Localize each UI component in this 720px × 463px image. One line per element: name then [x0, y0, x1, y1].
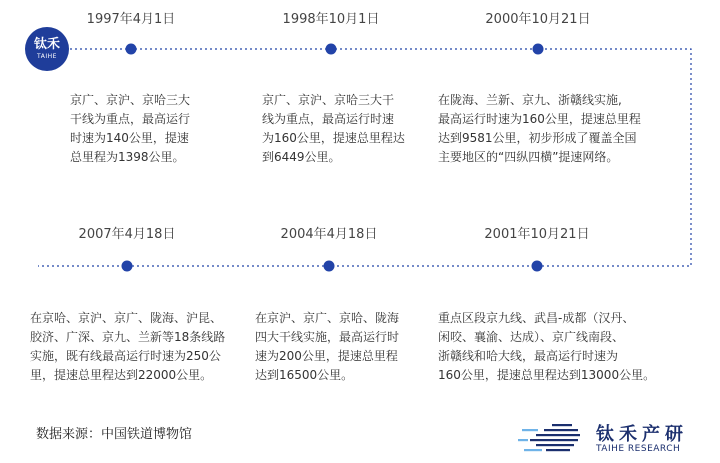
- brand-name-en: TAIHE RESEARCH: [596, 444, 681, 454]
- brand-mark-icon: [518, 422, 592, 456]
- milestone-date-2007: 2007年4月18日: [78, 227, 176, 242]
- milestone-date-1998: 1998年10月1日: [282, 12, 380, 27]
- milestone-desc-2004: 在京沪、京广、京哈、陇海 四大干线实施，最高运行时 速为200公里，提速总里程 达到16500公里。: [255, 311, 400, 382]
- milestone-dot-2004: [324, 261, 335, 272]
- milestone-desc-2007: 在京哈、京沪、京广、陇海、沪昆、 胶济、广深、京九、兰新等18条线路 实施，既有线最高运行时速为250公 里，提速总里程达到22000公里。: [30, 311, 226, 382]
- milestone-date-2000: 2000年10月21日: [485, 12, 591, 27]
- milestone-desc-1998: 京广、京沪、京哈三大干 线为重点，最高运行时速 为160公里，提速总里程达 到6449公里。: [262, 93, 405, 164]
- logo-text-cn: 钛禾: [33, 36, 60, 52]
- logo-text-en: TAIHE: [37, 52, 57, 60]
- milestone-date-2001: 2001年10月21日: [484, 227, 590, 242]
- milestone-dot-1997: [126, 44, 137, 55]
- milestone-dot-2007: [122, 261, 133, 272]
- milestone-dot-2000: [533, 44, 544, 55]
- taihe-logo-badge: [25, 27, 69, 71]
- brand-name-cn: 钛禾产研: [596, 424, 688, 445]
- milestone-dot-2001: [532, 261, 543, 272]
- milestone-desc-1997: 京广、京沪、京哈三大 干线为重点，最高运行 时速为140公里，提速 总里程为1398公里。: [70, 93, 191, 164]
- milestone-date-1997: 1997年4月1日: [86, 12, 176, 27]
- data-source-note: 数据来源：中国铁道博物馆: [36, 427, 193, 442]
- milestone-date-2004: 2004年4月18日: [280, 227, 378, 242]
- milestone-desc-2000: 在陇海、兰新、京九、浙赣线实施, 最高运行时速为160公里，提速总里程 达到9581公里，初步形成了覆盖全国 主要地区的“四纵四横”提速网络。: [438, 93, 641, 164]
- milestone-dot-1998: [326, 44, 337, 55]
- milestone-desc-2001: 重点区段京九线、武昌-成都（汉丹、 闲咬、襄渝、达成）、京广线南段、 浙赣线和哈大线，最高运行时速为 160公里，提速总里程达到13000公里。: [438, 311, 656, 382]
- taihe-research-brand: [510, 420, 710, 458]
